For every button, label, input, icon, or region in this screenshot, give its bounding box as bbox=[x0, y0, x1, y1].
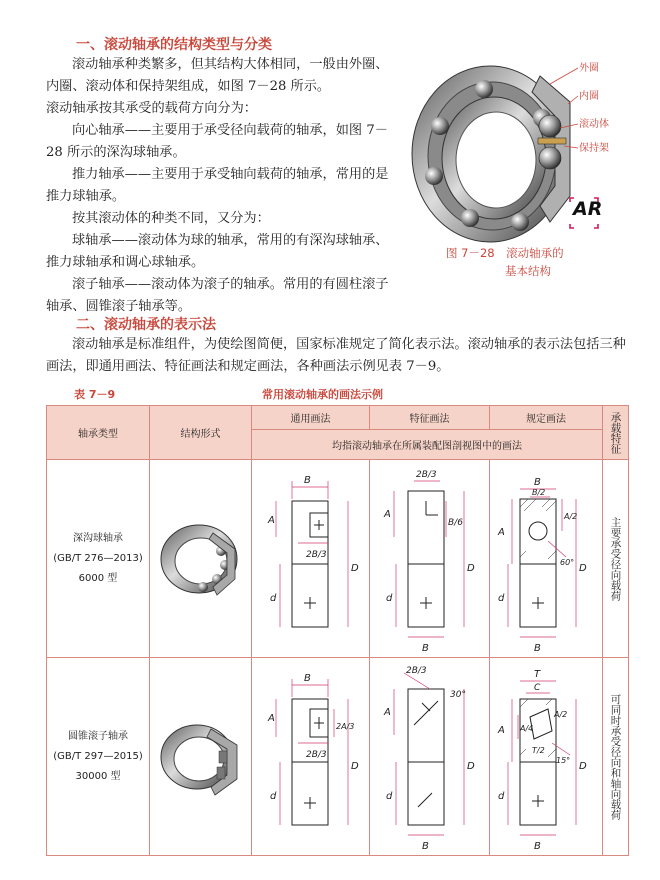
bearing-standard: (GB/T 297—2015) bbox=[53, 750, 143, 762]
dim-b: B bbox=[422, 642, 429, 654]
figure-caption-line2: 基本结构 bbox=[505, 264, 551, 278]
dim-b: B bbox=[534, 476, 541, 488]
structure-image-cell bbox=[150, 460, 252, 658]
dim-big-d: D bbox=[579, 562, 587, 574]
dim-big-d: D bbox=[579, 760, 587, 772]
deep-groove-general-drawing bbox=[252, 461, 368, 657]
dim-b-bottom: B bbox=[534, 840, 541, 852]
label-inner-ring: 内圈 bbox=[579, 91, 599, 102]
load-feature-text: 主要承受径向载荷 bbox=[609, 516, 622, 601]
dim-b: B bbox=[304, 672, 311, 684]
tapered-feature-drawing bbox=[370, 659, 488, 855]
bearing-name: 深沟球轴承 bbox=[73, 532, 123, 544]
figure-caption bbox=[446, 244, 564, 280]
deep-groove-specified-drawing bbox=[490, 461, 601, 657]
dim-angle-60: 60° bbox=[560, 557, 575, 567]
header-specified-method: 规定画法 bbox=[490, 406, 603, 430]
dim-d: d bbox=[386, 790, 393, 802]
paragraph-load-direction: 滚动轴承按其承受的载荷方向分为： bbox=[46, 101, 257, 116]
dim-b: B bbox=[422, 840, 429, 852]
specified-drawing-cell bbox=[490, 658, 603, 856]
dim-b-bottom: B bbox=[534, 642, 541, 654]
table-title: 常用滚动轴承的画法示例 bbox=[262, 388, 383, 401]
header-structure: 结构形式 bbox=[150, 406, 252, 460]
dim-a: A bbox=[498, 526, 505, 538]
paragraph-radial: 向心轴承——主要用于承受径向载荷的轴承，如图 7－28 所示的深沟球轴承。 bbox=[46, 123, 388, 160]
dim-a: A bbox=[268, 514, 275, 526]
paragraph-roller: 滚子轴承——滚动体为滚子的轴承。常用的有圆柱滚子轴承、圆锥滚子轴承等。 bbox=[46, 277, 389, 314]
dim-d: d bbox=[386, 592, 393, 604]
dim-t2: T/2 bbox=[532, 745, 545, 755]
header-load-feature: 承载特征 bbox=[603, 406, 629, 460]
dim-t: T bbox=[534, 668, 541, 680]
table-row bbox=[47, 658, 629, 856]
deep-groove-feature-drawing bbox=[370, 461, 488, 657]
feature-drawing-cell bbox=[370, 658, 490, 856]
figure-caption-line1: 图 7－28 滚动轴承的 bbox=[446, 246, 564, 260]
dim-b6: B/6 bbox=[448, 517, 463, 528]
load-feature-text: 可同时承受径向和轴向载荷 bbox=[609, 693, 622, 820]
table-row bbox=[47, 460, 629, 658]
dim-2b3: 2B/3 bbox=[306, 549, 327, 560]
general-drawing-cell bbox=[252, 460, 370, 658]
paragraph-thrust: 推力轴承——主要用于承受轴向载荷的轴承，常用的是推力球轴承。 bbox=[46, 167, 389, 204]
label-rolling-element: 滚动体 bbox=[579, 119, 609, 130]
section-title-representation: 二、滚动轴承的表示法 bbox=[76, 317, 216, 333]
dim-2b3: 2B/3 bbox=[306, 749, 327, 760]
structure-image-cell bbox=[150, 658, 252, 856]
bearing-name: 圆锥滚子轴承 bbox=[68, 730, 128, 742]
bearing-standard: (GB/T 276—2013) bbox=[53, 552, 143, 564]
dim-b: B bbox=[304, 474, 311, 486]
dim-a: A bbox=[384, 508, 391, 520]
load-feature-cell bbox=[603, 460, 629, 658]
dim-c: C bbox=[534, 682, 541, 693]
tapered-general-drawing bbox=[252, 659, 368, 855]
label-outer-ring: 外圈 bbox=[579, 63, 599, 74]
tapered-specified-drawing bbox=[490, 659, 601, 855]
header-note: 均指滚动轴承在所属装配图剖视图中的画法 bbox=[252, 430, 603, 460]
dim-big-d: D bbox=[467, 760, 475, 772]
ar-logo-text: AR bbox=[573, 198, 603, 220]
dim-angle-15: 15° bbox=[556, 755, 571, 765]
dim-b2: B/2 bbox=[532, 487, 546, 497]
dim-angle-30: 30° bbox=[450, 689, 466, 700]
paragraph-element-type: 按其滚动体的种类不同，又分为： bbox=[72, 211, 270, 226]
bearing-type-cell bbox=[47, 658, 150, 856]
header-general-method: 通用画法 bbox=[252, 406, 370, 430]
dim-a2: A/2 bbox=[554, 709, 568, 719]
dim-a: A bbox=[384, 706, 391, 718]
dim-d: d bbox=[270, 592, 277, 604]
dim-d: d bbox=[498, 592, 505, 604]
bearing-model: 6000 型 bbox=[78, 572, 118, 584]
dim-a: A bbox=[498, 724, 505, 736]
dim-2b3: 2B/3 bbox=[406, 665, 427, 676]
dim-d: d bbox=[498, 790, 505, 802]
paragraph-intro: 滚动轴承种类繁多，但其结构大体相同，一般由外圈、内圈、滚动体和保持架组成，如图 7－28 所示。 bbox=[46, 57, 389, 94]
header-feature-method: 特征画法 bbox=[370, 406, 490, 430]
bearing-illustration bbox=[400, 46, 650, 246]
label-cage: 保持架 bbox=[579, 143, 609, 154]
paragraph-ball: 球轴承——滚动体为球的轴承，常用的有深沟球轴承、推力球轴承和调心球轴承。 bbox=[46, 233, 389, 270]
dim-a4: A/4 bbox=[520, 723, 534, 733]
deep-groove-bearing-image bbox=[151, 509, 251, 609]
bearing-type-cell bbox=[47, 460, 150, 658]
dim-a2: A/2 bbox=[564, 511, 578, 521]
dim-big-d: D bbox=[351, 760, 359, 772]
tapered-roller-bearing-image bbox=[151, 707, 251, 807]
dim-big-d: D bbox=[351, 562, 359, 574]
bearing-drawing-table bbox=[46, 405, 629, 856]
specified-drawing-cell bbox=[490, 460, 603, 658]
paragraph-representation: 滚动轴承是标准组件，为使绘图简便，国家标准规定了简化表示法。滚动轴承的表示法包括三种画法，即通用画法、特征画法和规定画法，各种画法示例见表 7－9。 bbox=[46, 337, 626, 374]
header-bearing-type: 轴承类型 bbox=[47, 406, 150, 460]
feature-drawing-cell bbox=[370, 460, 490, 658]
dim-d: d bbox=[270, 790, 277, 802]
bearing-model: 30000 型 bbox=[75, 770, 121, 782]
load-feature-cell bbox=[603, 658, 629, 856]
dim-2a3: 2A/3 bbox=[336, 721, 355, 731]
general-drawing-cell bbox=[252, 658, 370, 856]
dim-a: A bbox=[268, 712, 275, 724]
table-number: 表 7－9 bbox=[74, 388, 116, 401]
section-title-structure: 一、滚动轴承的结构类型与分类 bbox=[76, 37, 272, 53]
dim-2b3: 2B/3 bbox=[416, 469, 437, 480]
dim-big-d: D bbox=[467, 562, 475, 574]
